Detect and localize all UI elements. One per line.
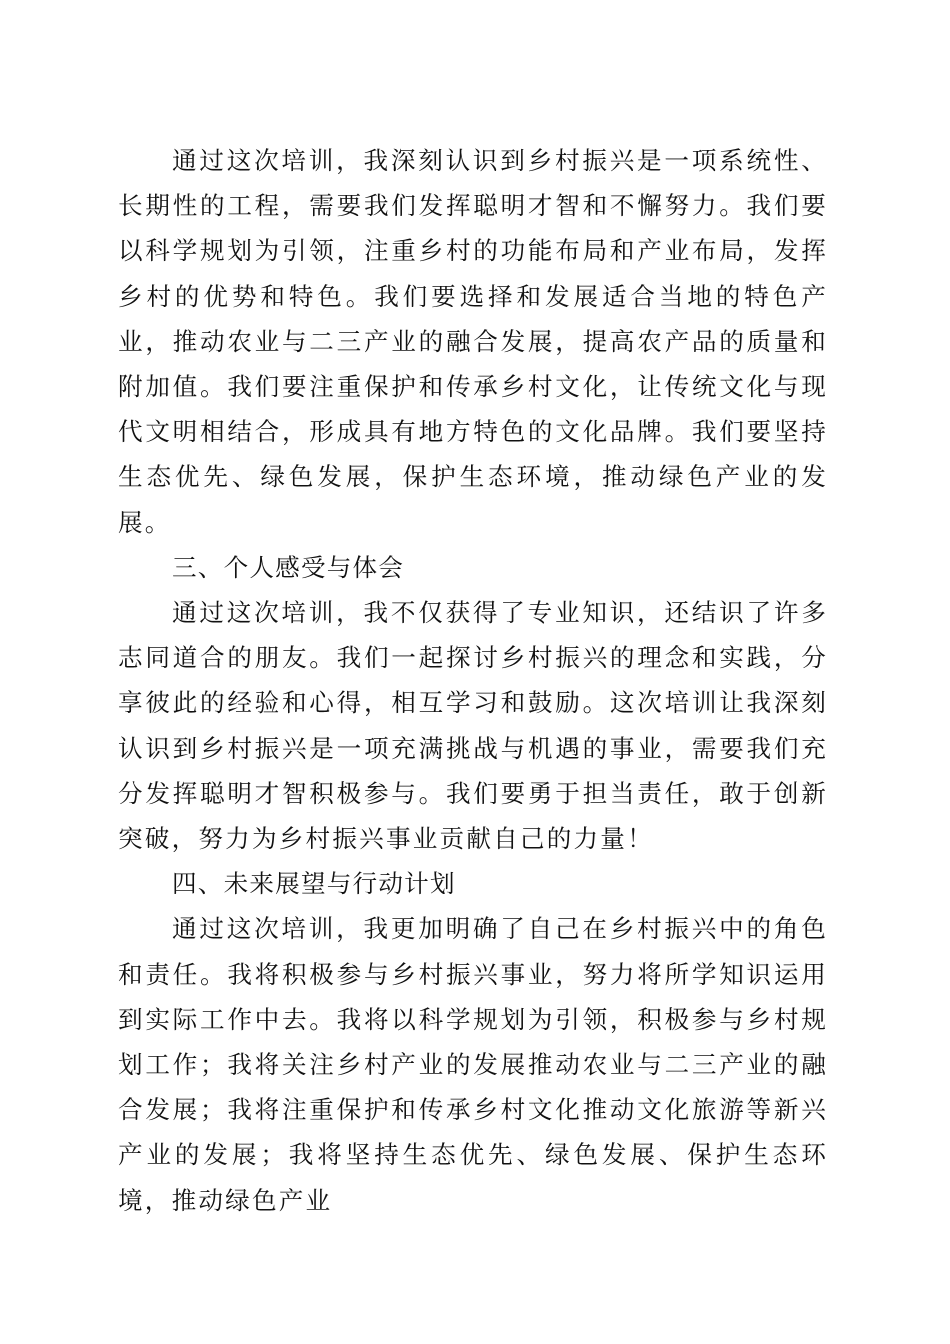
paragraph-future-plan: 通过这次培训，我更加明确了自己在乡村振兴中的角色和责任。我将积极参与乡村振兴事业，努力将所学知识运用到实际工作中去。我将以科学规划为引领，积极参与乡村规划工作；我将关注乡村产业的发展推动农业与二三产业的融合发展；我将注重保护和传承乡村文化推动文化旅游等新兴产业的发展；我将坚持生态优先、绿色发展、保护生态环境，推动绿色产业: [118, 914, 828, 1215]
document-body: [118, 138, 828, 1223]
paragraph-personal-feelings: 通过这次培训，我不仅获得了专业知识，还结识了许多志同道合的朋友。我们一起探讨乡村振兴的理念和实践，分享彼此的经验和心得，相互学习和鼓励。这次培训让我深刻认识到乡村振兴是一项充满挑战与机遇的事业，需要我们充分发挥聪明才智积极参与。我们要勇于担当责任，敢于创新突破，努力为乡村振兴事业贡献自己的力量！: [118, 598, 828, 854]
section-heading-four: 四、未来展望与行动计划: [172, 869, 456, 899]
section-heading-three: 三、个人感受与体会: [172, 552, 405, 582]
paragraph-intro: 通过这次培训，我深刻认识到乡村振兴是一项系统性、长期性的工程，需要我们发挥聪明才智和不懈努力。我们要以科学规划为引领，注重乡村的功能布局和产业布局，发挥乡村的优势和特色。我们要选择和发展适合当地的特色产业，推动农业与二三产业的融合发展，提高农产品的质量和附加值。我们要注重保护和传承乡村文化，让传统文化与现代文明相结合，形成具有地方特色的文化品牌。我们要坚持生态优先、绿色发展，保护生态环境，推动绿色产业的发展。: [118, 146, 828, 537]
